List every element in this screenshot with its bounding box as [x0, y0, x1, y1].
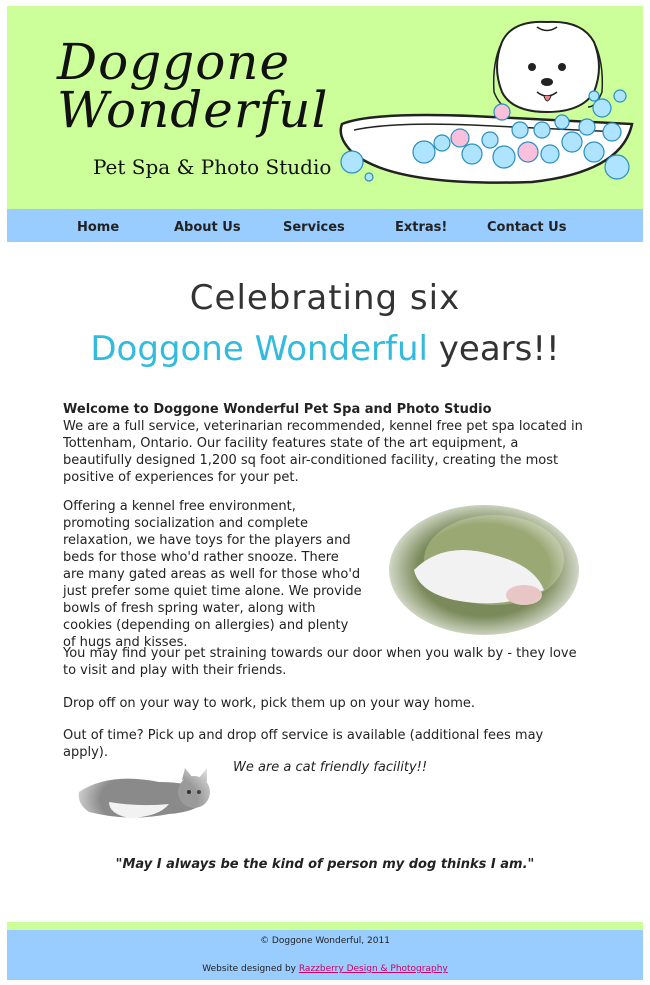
- designer-credit-prefix: Website designed by: [202, 964, 299, 974]
- out-of-time-paragraph: Out of time? Pick up and drop off service is available (additional fees may apply).: [63, 728, 544, 760]
- welcome-title: Welcome to Doggone Wonderful Pet Spa and Photo Studio: [63, 402, 492, 417]
- nav-item-extras[interactable]: Extras!: [395, 220, 448, 235]
- designer-credit: [7, 964, 643, 974]
- kennel-free-paragraph: Offering a kennel free environment, promoting socialization and complete relaxation, we have toys for the players and beds for those who'd rather snooze. There are many gated areas as well for those who'd just prefer some quiet time alone. We provide bowls of fresh spring water, along with cookies (depending on allergies) and plenty of hugs and kisses.: [63, 499, 362, 650]
- footer-accent-bar: [7, 922, 643, 930]
- celebrate-heading-line-1: Celebrating six: [189, 278, 461, 318]
- welcome-section: [63, 401, 583, 486]
- site-header: [7, 6, 643, 209]
- logo-subtitle: Pet Spa & Photo Studio: [93, 155, 332, 179]
- welcome-text: We are a full service, veterinarian recommended, kennel free pet spa located in Tottenham, Ontario. Our facility features state of the art equipment, a beautifully designed 1,200 sq foot air-conditioned facility, creating the most positive of experiences for your pet.: [63, 419, 583, 485]
- nav-item-about-us[interactable]: About Us: [174, 220, 241, 235]
- site-logo[interactable]: [57, 33, 329, 139]
- logo-line-1: Doggone: [57, 33, 291, 91]
- page: [7, 6, 643, 980]
- designer-link[interactable]: Razzberry Design & Photography: [298, 964, 448, 974]
- copyright-text: © Doggone Wonderful, 2011: [260, 936, 390, 946]
- lounging-cat-photo: [69, 752, 229, 848]
- drop-off-paragraph: Drop off on your way to work, pick them up on your way home.: [63, 696, 475, 711]
- motto-quote: "May I always be the kind of person my dog thinks I am.": [115, 857, 535, 872]
- dog-in-bathtub-illustration: [332, 12, 638, 204]
- nav-item-contact-us[interactable]: Contact Us: [487, 220, 567, 235]
- nav-item-services[interactable]: Services: [283, 220, 345, 235]
- main-navigation: [7, 209, 643, 242]
- straining-paragraph: You may find your pet straining towards our door when you walk by - they love to visit and play with their friends.: [63, 646, 577, 678]
- celebrate-brand: Doggone Wonderful: [90, 329, 428, 369]
- site-footer: [7, 930, 643, 980]
- celebrate-years: years!!: [428, 329, 560, 369]
- cat-friendly-text: We are a cat friendly facility!!: [233, 760, 428, 775]
- nav-item-home[interactable]: Home: [77, 220, 120, 235]
- logo-line-2: Wonderful: [57, 81, 329, 139]
- sleeping-dog-photo: [384, 500, 584, 640]
- celebrate-heading-line-2: [7, 329, 643, 369]
